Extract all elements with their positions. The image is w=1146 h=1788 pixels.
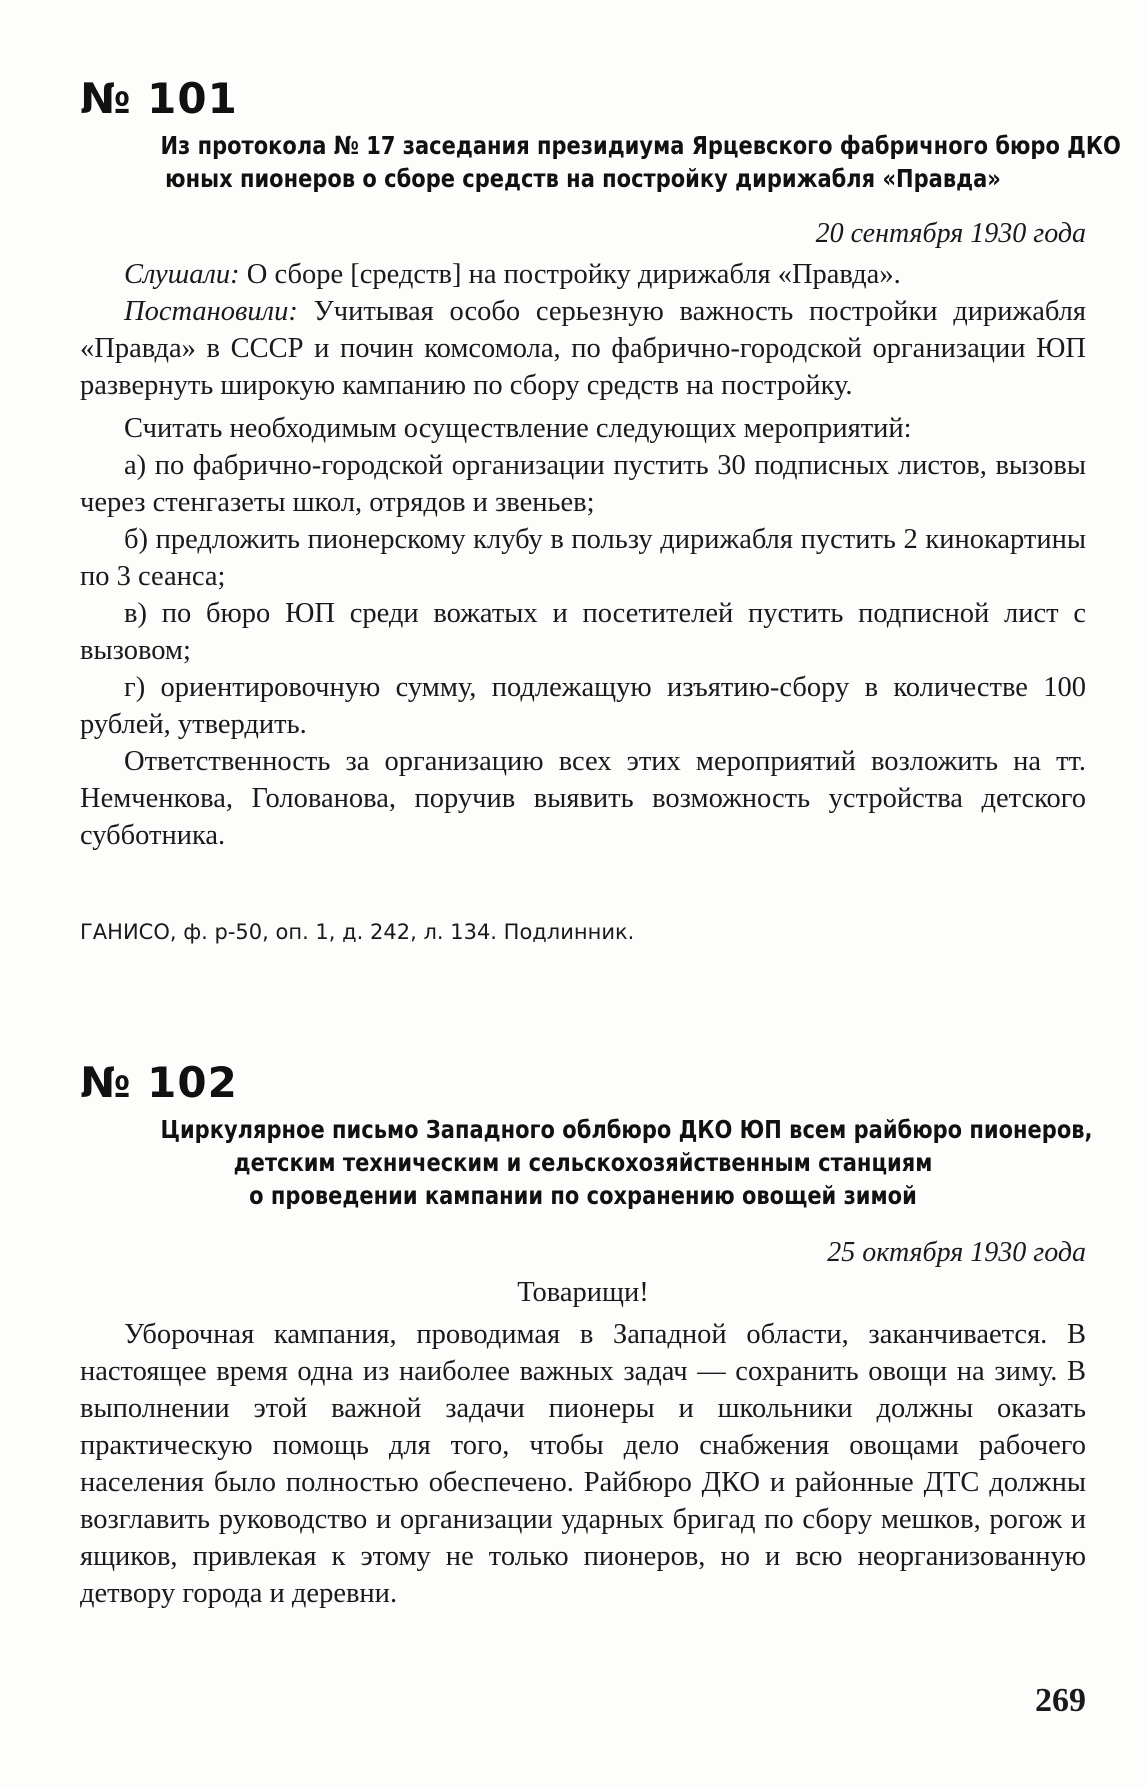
doc102-title-line: о проведении кампании по сохранению овощей зимой: [249, 1181, 917, 1210]
heard-label: Слушали:: [124, 259, 240, 290]
doc102-number: № 102: [80, 1058, 238, 1107]
doc101-number: № 101: [80, 74, 238, 123]
doc102-title: [160, 1113, 1093, 1212]
doc101-title-line: юных пионеров о сборе средств на постройку дирижабля «Правда»: [165, 164, 1001, 193]
doc101-title: [160, 129, 1121, 195]
doc102-body: [80, 1316, 1086, 1612]
measure-c: в) по бюро ЮП среди вожатых и посетителей пустить подписной лист с вызовом;: [80, 598, 1086, 666]
measure-a: а) по фабрично-городской организации пустить 30 подписных листов, вызовы через стенгазеты школ, отрядов и звеньев;: [80, 450, 1086, 518]
heard-text: О сборе [средств] на постройку дирижабля «Правда».: [239, 259, 901, 290]
decided-text: Учитывая особо серьезную важность постройки дирижабля «Правда» в СССР и почин комсомола, по фабрично-городской организации ЮП развернуть широкую кампанию по сбору средств на постройку.: [80, 296, 1086, 401]
doc101-date: 20 сентября 1930 года: [815, 218, 1086, 249]
decided-label: Постановили:: [124, 296, 298, 327]
measures-intro: Считать необходимым осуществление следующих мероприятий:: [124, 413, 912, 444]
measure-b: б) предложить пионерскому клубу в пользу дирижабля пустить 2 кинокартины по 3 сеанса;: [80, 524, 1086, 592]
doc102-greeting: Товарищи!: [517, 1277, 649, 1308]
page-number: 269: [1035, 1682, 1086, 1719]
responsibility-paragraph: Ответственность за организацию всех этих мероприятий возложить на тт. Немченкова, Голованова, поручив выявить возможность устройства детского субботника.: [80, 746, 1086, 851]
decided-paragraph: [80, 293, 1086, 404]
doc102-date: 25 октября 1930 года: [827, 1237, 1086, 1268]
heard-paragraph: [80, 256, 1086, 293]
doc101-title-line: Из протокола № 17 заседания президиума Ярцевского фабричного бюро ДКО: [160, 131, 1121, 160]
doc102-body-paragraph: Уборочная кампания, проводимая в Западной области, заканчивается. В настоящее время одна из наиболее важных задач — сохранить овощи на зиму. В выполнении этой важной задачи пионеры и школьники должны оказать практическую помощь для того, чтобы дело снабжения овощами рабочего населения было полностью обеспечено. Райбюро ДКО и районные ДТС должны возглавить руководство и организации ударных бригад по сбору мешков, рогож и ящиков, привлекая к этому не только пионеров, но и всю неорганизованную детвору города и деревни.: [80, 1319, 1086, 1609]
measure-d: г) ориентировочную сумму, подлежащую изъятию-сбору в количестве 100 рублей, утвердить.: [80, 672, 1086, 740]
doc101-source: ГАНИСО, ф. р-50, оп. 1, д. 242, л. 134. Подлинник.: [80, 920, 635, 944]
doc102-title-line: детским техническим и сельскохозяйственным станциям: [233, 1148, 933, 1177]
doc101-body: [80, 256, 1086, 854]
doc102-title-line: Циркулярное письмо Западного облбюро ДКО ЮП всем райбюро пионеров,: [160, 1115, 1093, 1144]
